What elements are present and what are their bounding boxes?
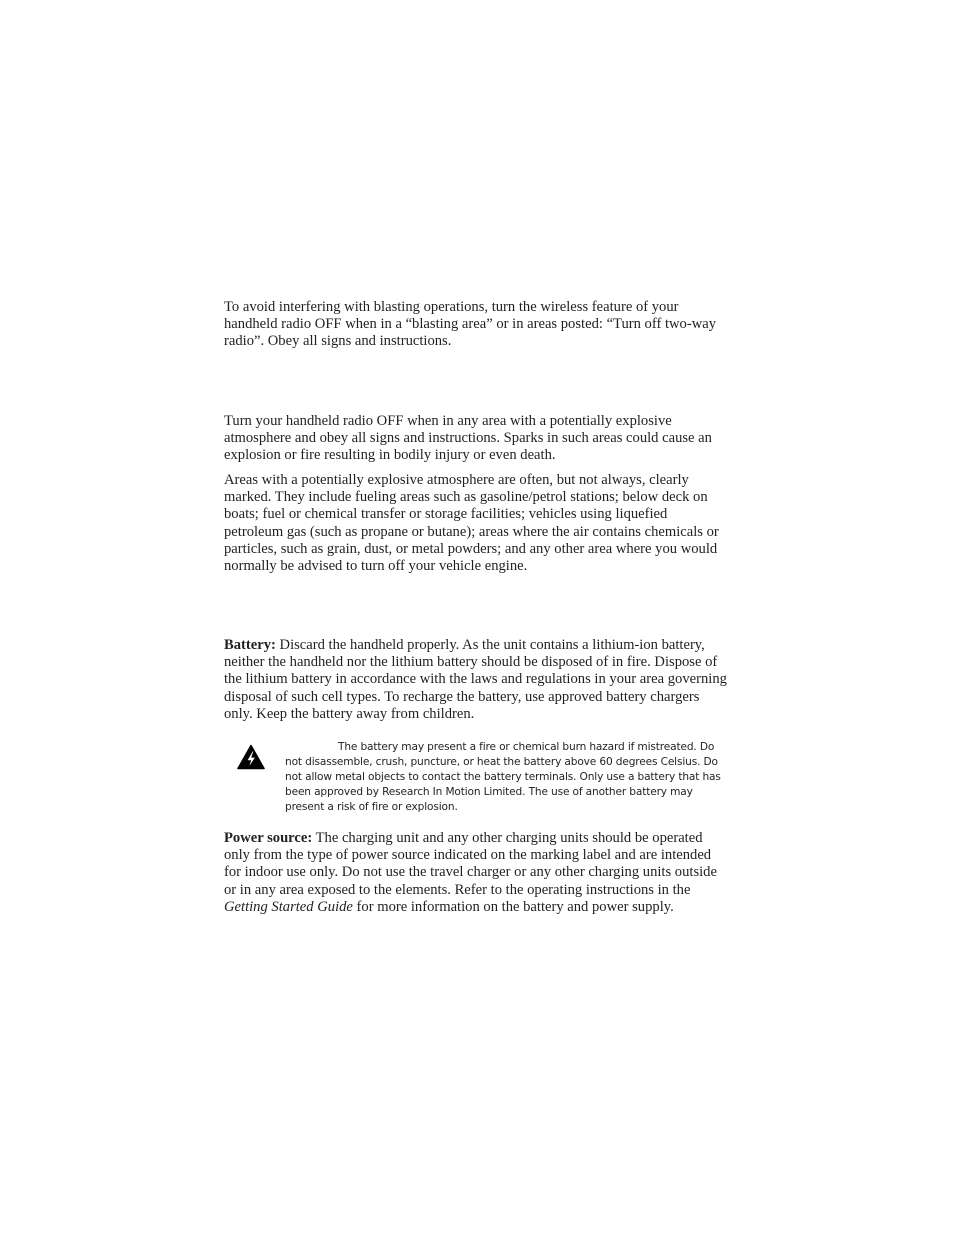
electrical-hazard-warning-icon — [237, 744, 265, 770]
battery-text: Discard the handheld properly. As the unit contains a lithium-ion battery, neither the handheld nor the lithium battery should be disposed of in fire. Dispose of the lithium battery in accordance with the laws and regulations in your area governing disposal of such cell types. To recharge the battery, use approved battery chargers only. Keep the battery away from children. — [224, 637, 727, 722]
explosive-atmosphere-paragraph — [224, 413, 730, 465]
explosive-areas-text: Areas with a potentially explosive atmosphere are often, but not always, clearly marked. They include fueling areas such as gasoline/petrol stations; below deck on boats; fuel or chemical transfer or storage facilities; vehicles using liquefied petroleum gas (such as propane or butane); areas where the air contains chemicals or particles, such as grain, dust, or metal powders; and any other area where you would normally be advised to turn off your vehicle engine. — [224, 472, 719, 575]
battery-warning-notice — [237, 740, 732, 818]
power-source-text-before: The charging unit and any other charging units should be operated only from the type of power source indicated on the marking label and are intended for indoor use only. Do not use the travel charger or any other charging units outside or in any area exposed to the elements. Refer to the operating instructions in the — [224, 830, 717, 898]
blasting-paragraph — [224, 299, 730, 351]
power-source-text-after: for more information on the battery and power supply. — [352, 898, 674, 915]
explosive-areas-paragraph — [224, 472, 730, 575]
battery-paragraph — [224, 637, 730, 723]
power-source-paragraph — [224, 830, 730, 916]
power-source-label: Power source: — [224, 830, 313, 846]
blasting-text: To avoid interfering with blasting operations, turn the wireless feature of your handheld radio OFF when in a “blasting area” or in areas posted: “Turn off two-way radio”. Obey all signs and instructions. — [224, 299, 717, 350]
getting-started-guide-title: Getting Started Guide — [224, 898, 353, 915]
battery-warning-text: The battery may present a fire or chemical burn hazard if mistreated. Do not disassemble, crush, puncture, or heat the battery above 60 degrees Celsius. Do not allow metal objects to contact the battery terminals. Only use a battery that has been approved by Research In Motion Limited. The use of another battery may present a risk of fire or explosion. — [285, 741, 721, 813]
battery-label: Battery: — [224, 637, 276, 653]
explosive-atmosphere-text: Turn your handheld radio OFF when in any area with a potentially explosive atmosphere and obey all signs and instructions. Sparks in such areas could cause an explosion or fire resulting in bodily injury or even death. — [224, 413, 712, 464]
